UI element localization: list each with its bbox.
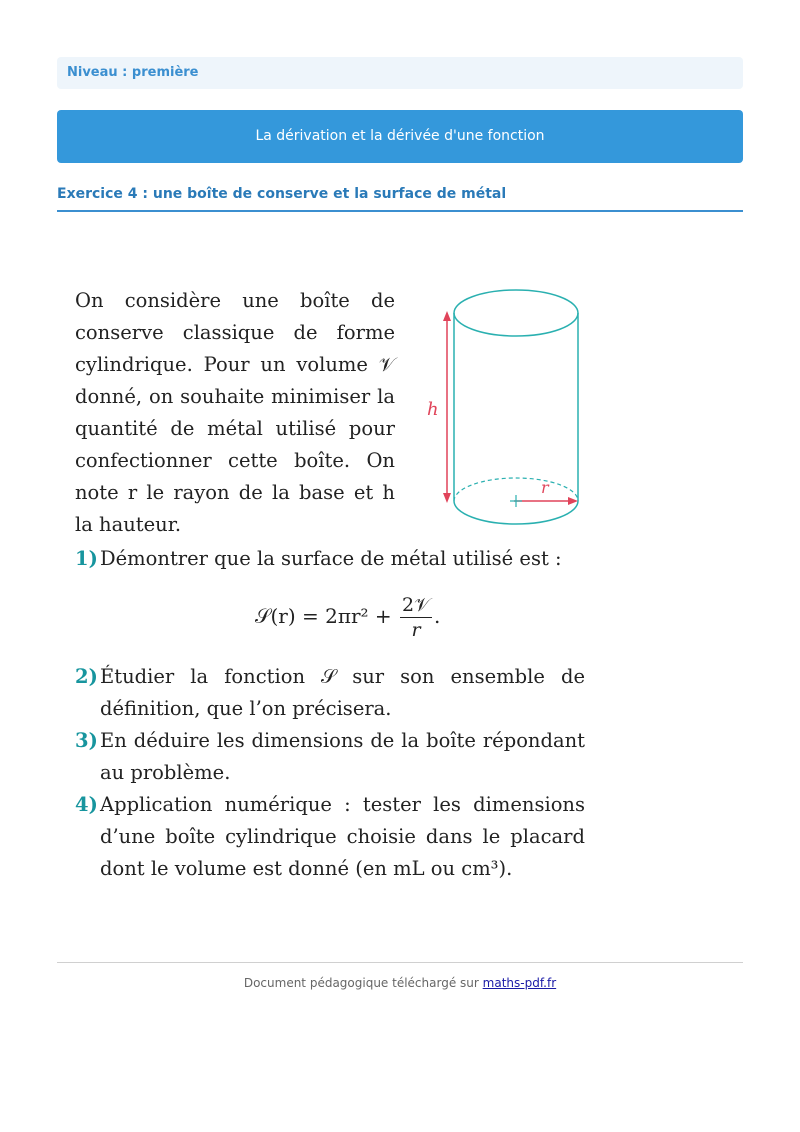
chapter-banner: La dérivation et la dérivée d'une fonction: [57, 110, 743, 163]
footer: [0, 976, 800, 990]
question-2: [75, 661, 585, 725]
height-label: h: [427, 399, 439, 420]
question-3: [75, 725, 585, 789]
footer-text: Document pédagogique téléchargé sur: [243, 976, 479, 990]
cylinder-figure: [425, 285, 585, 535]
formula-lhs: 𝒮(r) = 2πr² +: [255, 604, 392, 628]
surface-formula: [255, 593, 440, 642]
question-number: 2): [75, 665, 98, 688]
question-number: 4): [75, 793, 98, 816]
formula-fraction: [400, 593, 432, 642]
formula-end: .: [433, 604, 441, 628]
question-text: Application numérique : tester les dimensions d’une boîte cylindrique choisie dans le placard dont le volume est donné (en mL ou cm³).: [100, 793, 585, 880]
question-4: [75, 789, 585, 885]
exercise-intro: On considère une boîte de conserve classique de forme cylindrique. Pour un volume 𝒱 donné, on souhaite minimiser la quantité de métal utilisé pour confectionner cette boîte. On note r le rayon de la base et h la hauteur.: [75, 289, 395, 536]
question-text: Étudier la fonction 𝒮 sur son ensemble de définition, que l’on précisera.: [100, 665, 585, 720]
question-1: [75, 543, 585, 575]
radius-arrow-head: [568, 497, 578, 505]
formula-denominator: r: [411, 619, 421, 641]
level-label: Niveau : première: [57, 57, 743, 89]
footer-link[interactable]: maths-pdf.fr: [482, 976, 557, 990]
question-number: 1): [75, 547, 98, 570]
cylinder-top: [454, 290, 578, 336]
exercise-title: Exercice 4 : une boîte de conserve et la surface de métal: [57, 186, 743, 212]
height-arrow-head-top: [443, 311, 451, 321]
question-text: Démontrer que la surface de métal utilisé est :: [100, 547, 562, 570]
height-arrow-head-bottom: [443, 493, 451, 503]
question-number: 3): [75, 729, 98, 752]
question-text: En déduire les dimensions de la boîte répondant au problème.: [100, 729, 585, 784]
footer-divider: [57, 962, 743, 963]
radius-label: r: [541, 478, 549, 497]
formula-numerator: 2𝒱: [402, 594, 430, 616]
